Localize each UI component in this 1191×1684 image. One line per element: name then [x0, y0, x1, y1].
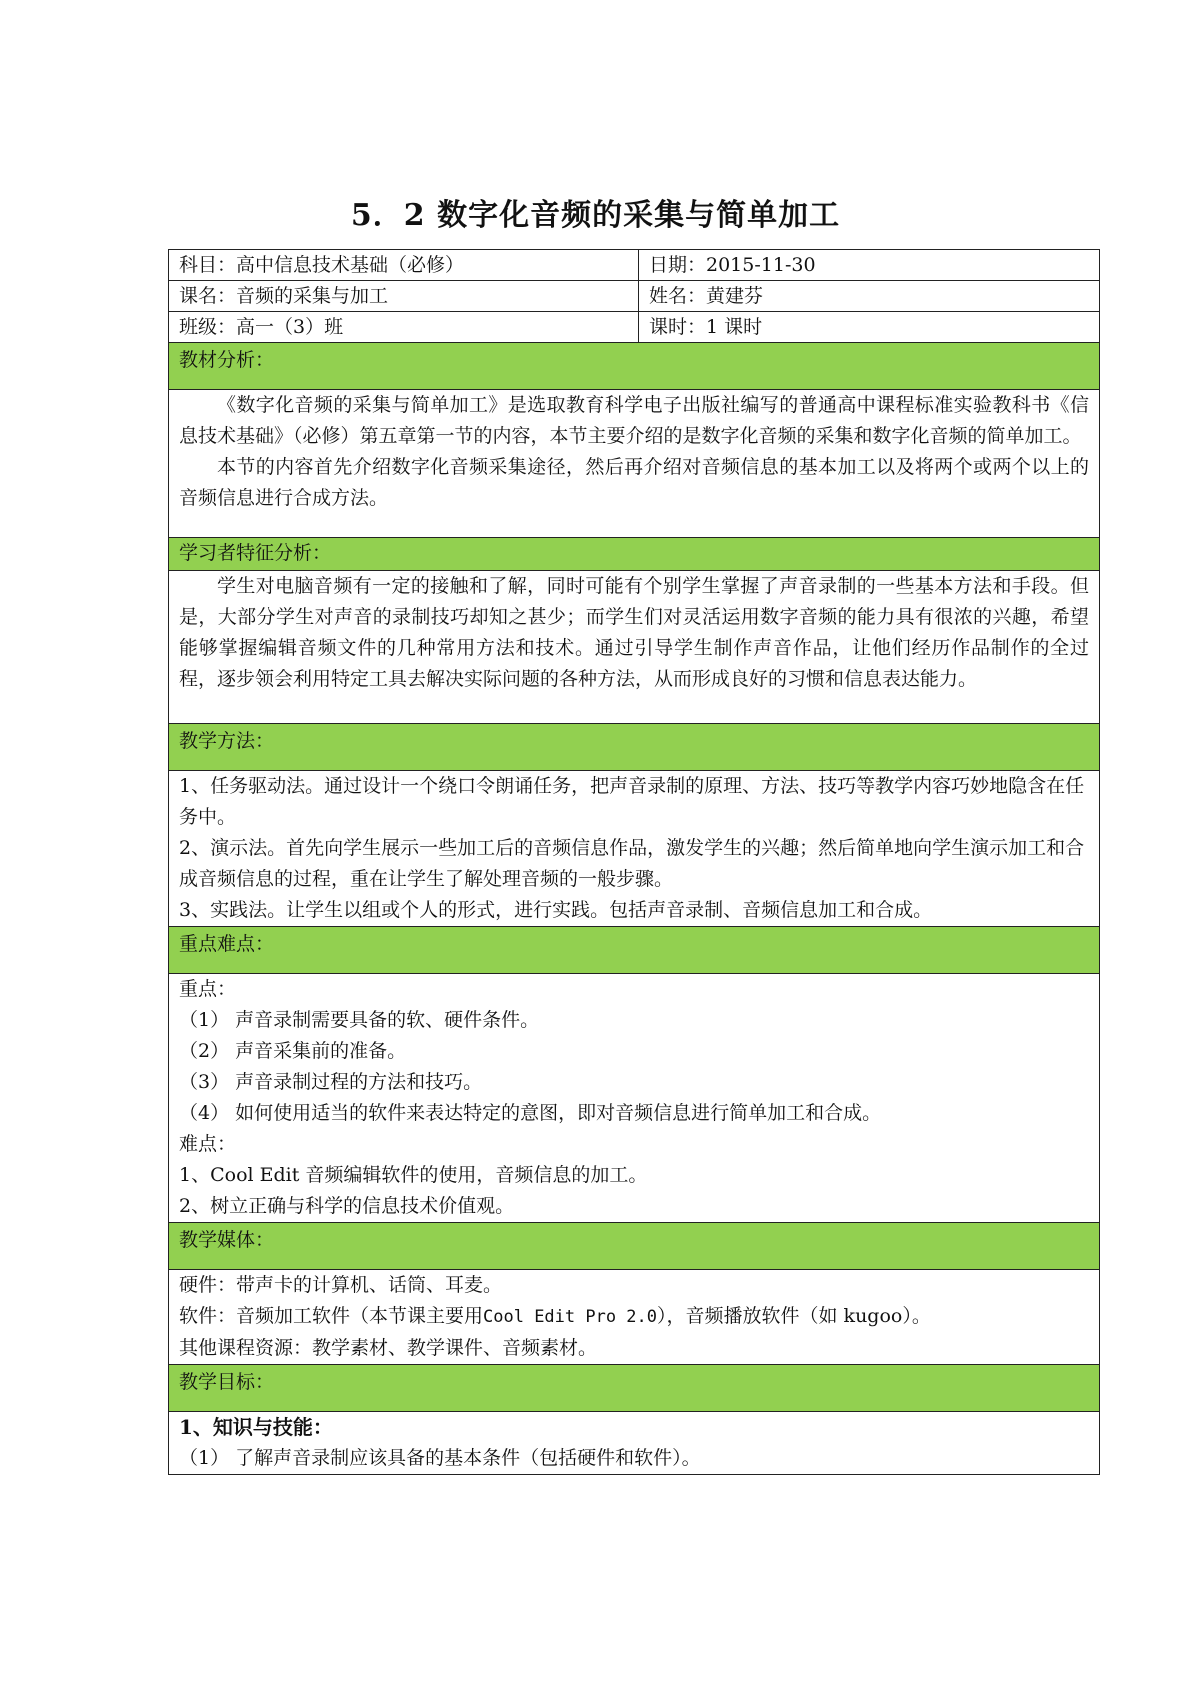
goal-subheading: 1、知识与技能： [179, 1415, 333, 1439]
material-body [169, 390, 1100, 538]
date-cell: 日期：2015-11-30 [639, 250, 1100, 281]
learner-body [169, 571, 1100, 724]
info-row [169, 281, 1100, 312]
media-software [179, 1301, 1089, 1333]
method-heading: 教学方法： [169, 724, 1100, 771]
info-row [169, 312, 1100, 343]
media-software-suffix: ），音频播放软件（如 kugoo）。 [657, 1305, 931, 1327]
page-title: 5．2 数字化音频的采集与简单加工 [350, 198, 841, 233]
goal-item: （1） 了解声音录制应该具备的基本条件（包括硬件和软件）。 [179, 1447, 701, 1469]
course-cell: 课名：音频的采集与加工 [169, 281, 639, 312]
media-hardware: 硬件：带声卡的计算机、话筒、耳麦。 [179, 1274, 503, 1296]
difficulty-item: 1、Cool Edit 音频编辑软件的使用，音频信息的加工。 [179, 1164, 648, 1186]
section-body [169, 390, 1100, 538]
method-item: 3、实践法。让学生以组或个人的形式，进行实践。包括声音录制、音频信息加工和合成。 [179, 899, 933, 921]
info-row [169, 250, 1100, 281]
method-item: 2、演示法。首先向学生展示一些加工后的音频信息作品，激发学生的兴趣；然后简单地向学生演示加工和合成音频信息的过程，重在让学生了解处理音频的一般步骤。 [179, 837, 1085, 890]
name-cell: 姓名：黄建芬 [639, 281, 1100, 312]
material-heading: 教材分析： [169, 343, 1100, 390]
lesson-plan-table [168, 249, 1100, 1475]
goal-heading: 教学目标： [169, 1365, 1100, 1412]
key-heading: 重点难点： [169, 927, 1100, 974]
learner-paragraph: 学生对电脑音频有一定的接触和了解，同时可能有个别学生掌握了声音录制的一些基本方法和手段。但是，大部分学生对声音的录制技巧却知之甚少；而学生们对灵活运用数字音频的能力具有很浓的兴趣，希望能够掌握编辑音频文件的几种常用方法和技术。通过引导学生制作声音作品，让他们经历作品制作的全过程，逐步领会利用特定工具去解决实际问题的各种方法，从而形成良好的习惯和信息表达能力。 [179, 575, 1089, 690]
material-paragraph-1: 《数字化音频的采集与简单加工》是选取教育科学电子出版社编写的普通高中课程标准实验教科书《信息技术基础》（必修）第五章第一节的内容，本节主要介绍的是数字化音频的采集和数字化音频的简单加工。 [179, 394, 1089, 447]
section-header [169, 538, 1100, 571]
media-heading: 教学媒体： [169, 1223, 1100, 1270]
key-item: （1） 声音录制需要具备的软、硬件条件。 [179, 1009, 540, 1031]
subject-cell: 科目：高中信息技术基础（必修） [169, 250, 639, 281]
section-header [169, 1365, 1100, 1412]
key-body [169, 974, 1100, 1223]
class-cell: 班级：高一（3）班 [169, 312, 639, 343]
material-paragraph-2: 本节的内容首先介绍数字化音频采集途径，然后再介绍对音频信息的基本加工以及将两个或两个以上的音频信息进行合成方法。 [179, 456, 1089, 509]
section-body [169, 771, 1100, 927]
section-header [169, 1223, 1100, 1270]
goal-body [169, 1412, 1100, 1475]
media-software-name: Cool Edit Pro 2.0 [483, 1307, 658, 1327]
section-header [169, 927, 1100, 974]
media-other: 其他课程资源：教学素材、教学课件、音频素材。 [179, 1337, 598, 1359]
method-body [169, 771, 1100, 927]
media-body [169, 1270, 1100, 1365]
media-software-prefix: 软件：音频加工软件（本节课主要用 [179, 1305, 484, 1327]
difficulty-item: 2、树立正确与科学的信息技术价值观。 [179, 1195, 515, 1217]
section-body [169, 1412, 1100, 1475]
section-body [169, 1270, 1100, 1365]
learner-heading: 学习者特征分析： [169, 538, 1100, 571]
key-item: （2） 声音采集前的准备。 [179, 1040, 407, 1062]
difficulty-label: 难点： [179, 1133, 237, 1155]
key-item: （3） 声音录制过程的方法和技巧。 [179, 1071, 483, 1093]
hours-cell: 课时：1 课时 [639, 312, 1100, 343]
key-label: 重点： [179, 978, 237, 1000]
section-header [169, 343, 1100, 390]
section-body [169, 974, 1100, 1223]
section-body [169, 571, 1100, 724]
key-item: （4） 如何使用适当的软件来表达特定的意图，即对音频信息进行简单加工和合成。 [179, 1102, 882, 1124]
method-item: 1、任务驱动法。通过设计一个绕口令朗诵任务，把声音录制的原理、方法、技巧等教学内容巧妙地隐含在任务中。 [179, 775, 1085, 828]
section-header [169, 724, 1100, 771]
